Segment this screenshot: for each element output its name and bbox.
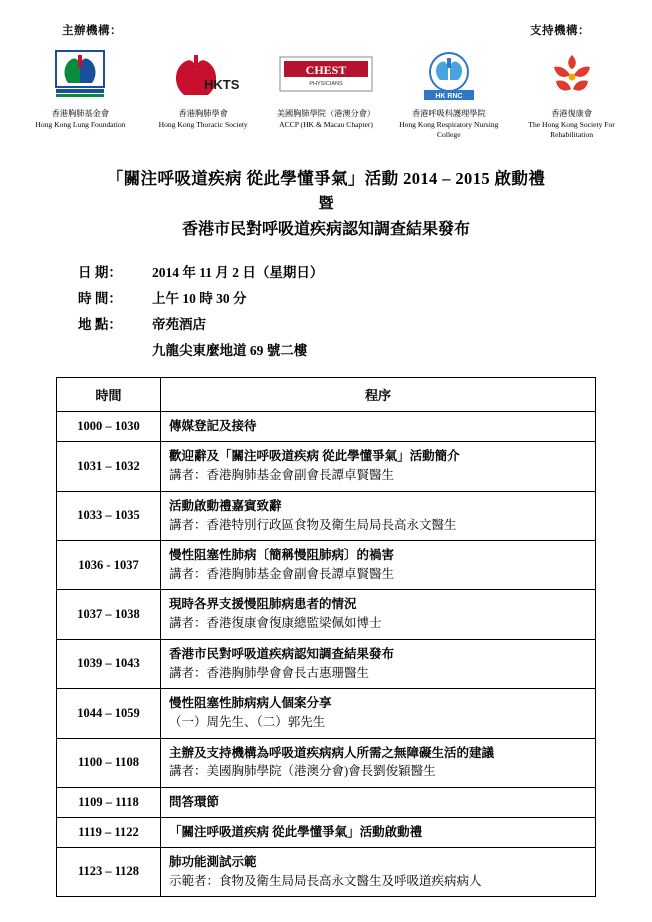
- logo-caption: [394, 109, 503, 139]
- row-programme: [161, 491, 596, 540]
- logo-caption-en: Hong Kong Thoracic Society: [158, 119, 248, 129]
- row-programme-speaker: 講者：香港胸肺基金會副會長譚卓賢醫生: [169, 468, 395, 483]
- hkts-logo-icon: [149, 48, 258, 104]
- row-programme: [161, 541, 596, 590]
- logo-caption-en: Hong Kong Lung Foundation: [35, 119, 126, 129]
- row-time: 1031 – 1032: [57, 442, 161, 491]
- row-programme: [161, 817, 596, 847]
- table-header-row: [57, 378, 596, 412]
- row-programme-speaker: 講者：香港復康會復康總監梁佩如博士: [169, 616, 382, 631]
- row-time: 1033 – 1035: [57, 491, 161, 540]
- row-time: 1039 – 1043: [57, 639, 161, 688]
- table-row: [57, 787, 596, 817]
- detail-address-value: 九龍尖東麼地道 69 號二樓: [152, 343, 308, 359]
- svg-text:HKTS: HKTS: [204, 77, 240, 92]
- detail-venue-label: 地 點：: [78, 317, 122, 333]
- row-programme-title: 慢性阻塞性肺病病人個案分享: [169, 696, 332, 711]
- row-programme-speaker: 示範者：食物及衛生局局長高永文醫生及呼吸道疾病病人: [169, 873, 482, 888]
- logo-accp-hk-macau-chapter: [272, 48, 381, 130]
- logo-hong-kong-society-for-rehabilitation: [517, 48, 626, 139]
- row-programme-title: 現時各界支援慢阻肺病患者的情況: [169, 597, 357, 612]
- logo-caption-zh: 香港胸肺基金會: [51, 109, 110, 118]
- table-row: [57, 590, 596, 639]
- event-title-block: [0, 165, 652, 239]
- row-time: 1123 – 1128: [57, 847, 161, 896]
- supporter-label: 支持機構：: [530, 25, 590, 37]
- row-programme-title: 歡迎辭及「關注呼吸道疾病 從此學懂爭氣」活動簡介: [169, 449, 460, 464]
- logo-caption: [517, 109, 626, 139]
- event-title-line2: 香港市民對呼吸道疾病認知調查結果發布: [181, 221, 470, 239]
- row-time: 1119 – 1122: [57, 817, 161, 847]
- table-row: [57, 689, 596, 738]
- logo-caption-zh: 香港復康會: [551, 109, 593, 118]
- detail-time-value: 上午 10 時 30 分: [152, 291, 247, 307]
- table-row: [57, 817, 596, 847]
- organiser-header: [0, 0, 652, 38]
- row-programme-title: 活動啟動禮嘉賓致辭: [169, 498, 282, 513]
- detail-date-value: 2014 年 11 月 2 日（星期日）: [152, 265, 324, 281]
- event-title-amp: 暨: [318, 196, 334, 213]
- row-programme-speaker: 講者：香港胸肺基金會副會長譚卓賢醫生: [169, 566, 395, 581]
- row-programme-speaker: 講者：香港特別行政區食物及衛生局局長高永文醫生: [169, 517, 457, 532]
- row-time: 1044 – 1059: [57, 689, 161, 738]
- logo-hong-kong-lung-foundation: [26, 48, 135, 130]
- row-programme: [161, 787, 596, 817]
- detail-time-label: 時 間：: [78, 291, 122, 307]
- logo-caption-zh: 香港胸肺學會: [178, 109, 228, 118]
- row-programme-speaker: 講者：香港胸肺學會會長古惠珊醫生: [169, 665, 370, 680]
- table-row: [57, 639, 596, 688]
- logo-caption-en: ACCP (HK & Macau Chapter): [279, 119, 373, 129]
- table-header-time: 時間: [57, 378, 161, 412]
- detail-venue-value: 帝苑酒店: [152, 317, 206, 333]
- logo-caption-en: Hong Kong Respiratory Nursing College: [399, 119, 499, 139]
- row-programme: [161, 738, 596, 787]
- hk-society-rehabilitation-logo-icon: [517, 48, 626, 104]
- event-title-line1: 「關注呼吸道疾病 從此學懂爭氣」活動 2014 – 2015 啟動禮: [106, 169, 546, 189]
- row-programme-title: 主辦及支持機構為呼吸道疾病病人所需之無障礙生活的建議: [169, 745, 495, 760]
- row-programme: [161, 847, 596, 896]
- row-programme: [161, 639, 596, 688]
- logo-caption-zh: 美國胸肺學院（港澳分會）: [276, 109, 376, 118]
- row-programme: [161, 442, 596, 491]
- detail-address: [78, 339, 652, 359]
- detail-date-label: 日 期：: [78, 265, 122, 281]
- row-time: 1100 – 1108: [57, 738, 161, 787]
- logo-caption-zh: 香港呼吸科護理學院: [411, 109, 486, 118]
- row-time: 1036 - 1037: [57, 541, 161, 590]
- row-programme-speaker: （一）周先生、（二）郭先生: [169, 715, 326, 729]
- table-row: [57, 442, 596, 491]
- row-programme-title: 傳媒登記及接待: [169, 419, 257, 434]
- row-programme-title: 慢性阻塞性肺病〔簡稱慢阻肺病〕的禍害: [169, 548, 395, 562]
- row-programme-title: 問答環節: [169, 794, 220, 809]
- event-details: [78, 261, 652, 359]
- row-time: 1000 – 1030: [57, 412, 161, 442]
- table-row: [57, 541, 596, 590]
- accp-logo-icon: [272, 48, 381, 104]
- row-programme-speaker: 講者：美國胸肺學院（港澳分會)會長劉俊穎醫生: [169, 764, 436, 779]
- logo-caption: [272, 109, 381, 130]
- rundown-table: [56, 377, 596, 897]
- row-time: 1037 – 1038: [57, 590, 161, 639]
- table-row: [57, 412, 596, 442]
- hkrnc-logo-icon: [394, 48, 503, 104]
- row-programme: [161, 590, 596, 639]
- logo-caption-en: The Hong Kong Society For Rehabilitation: [528, 119, 615, 139]
- row-programme-title: 肺功能測試示範: [169, 854, 257, 869]
- detail-venue: [78, 313, 652, 333]
- logo-caption: [149, 109, 258, 130]
- table-row: [57, 491, 596, 540]
- logo-caption: [26, 109, 135, 130]
- svg-text:HK RNC: HK RNC: [435, 93, 463, 100]
- hk-lung-foundation-logo-icon: [26, 48, 135, 104]
- logo-hong-kong-thoracic-society: [149, 48, 258, 130]
- svg-text:PHYSICIANS: PHYSICIANS: [309, 81, 343, 87]
- table-header-programme: 程序: [161, 378, 596, 412]
- row-programme: [161, 689, 596, 738]
- row-programme: [161, 412, 596, 442]
- table-row: [57, 738, 596, 787]
- logos-row: [0, 38, 652, 139]
- row-programme-title: 「關注呼吸道疾病 從此學懂爭氣」活動啟動禮: [169, 824, 423, 839]
- svg-text:CHEST: CHEST: [305, 63, 347, 77]
- detail-date: [78, 261, 652, 281]
- table-row: [57, 847, 596, 896]
- row-programme-title: 香港市民對呼吸道疾病認知調查結果發布: [169, 646, 395, 661]
- row-time: 1109 – 1118: [57, 787, 161, 817]
- detail-time: [78, 287, 652, 307]
- logo-hong-kong-respiratory-nursing-college: [394, 48, 503, 139]
- organiser-label: 主辦機構：: [62, 25, 122, 37]
